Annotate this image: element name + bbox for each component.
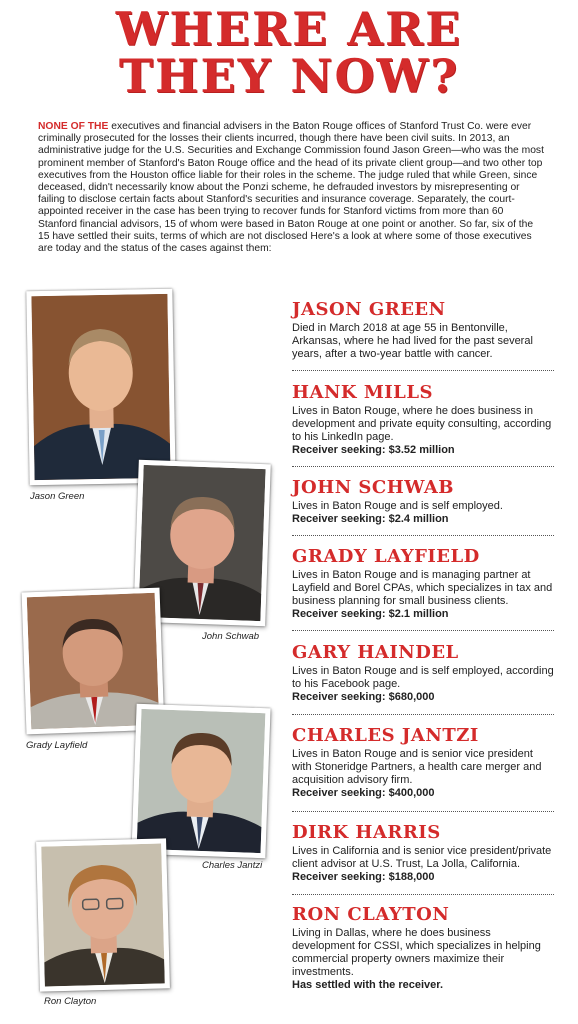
portrait-charles-jantzi bbox=[137, 709, 266, 853]
photo-charles-jantzi bbox=[131, 704, 270, 859]
caption-ron-clayton: Ron Clayton bbox=[44, 996, 97, 1007]
profile-text: Lives in California and is senior vice president/private client advisor at U.S. Trust, La Jolla, California. bbox=[292, 845, 552, 870]
portrait-ron-clayton bbox=[41, 843, 165, 986]
profile-name: JOHN SCHWAB bbox=[292, 477, 454, 498]
caption-grady-layfield: Grady Layfield bbox=[26, 740, 88, 751]
profile-receiver: Receiver seeking: $2.4 million bbox=[292, 513, 449, 525]
profile-receiver: Receiver seeking: $680,000 bbox=[292, 691, 435, 703]
portrait-jason-green bbox=[31, 294, 170, 480]
divider bbox=[292, 535, 554, 536]
profile-name: HANK MILLS bbox=[292, 382, 433, 403]
profile-hank-mills bbox=[292, 383, 554, 457]
profile-name: DIRK HARRIS bbox=[292, 822, 441, 843]
intro-body: executives and financial advisers in the Baton Rouge offices of Stanford Trust Co. were ever criminally prosecuted for the losses their clients incurred, though there have been civil suits. In 2013, an administrative judge for the U.S. Securities and Exchange Commission found Jason Green—who was the most prominent member of Stanford's Baton Rouge office and the head of its private client group—and two other top executives from the Houston office liable for their roles in the scheme. The judge ruled that while Green, since deceased, didn't necessarily know about the Ponzi scheme, he defrauded investors by misrepresenting or failing to disclose certain facts about Stanford's securities and insurance coverage. Separately, the court-appointed receiver in the case has been trying to recover funds for Stanford victims from more than 60 Stanford financial advisors, 15 of whom were based in Baton Rouge at one point or another. So far, six of the 15 have settled their suits, terms of which are not disclosed Here's a look at where some of those executives are today and the status of the cases against them: bbox=[38, 121, 544, 255]
profile-text: Lives in Baton Rouge and is self employed. bbox=[292, 500, 503, 512]
profile-name: GARY HAINDEL bbox=[292, 642, 459, 663]
profile-name: GRADY LAYFIELD bbox=[292, 546, 480, 567]
profile-dirk-harris bbox=[292, 823, 554, 884]
profile-receiver: Has settled with the receiver. bbox=[292, 979, 444, 991]
divider bbox=[292, 714, 554, 715]
profile-name: JASON GREEN bbox=[292, 299, 446, 320]
profile-ron-clayton bbox=[292, 905, 554, 992]
divider bbox=[292, 894, 554, 895]
profile-text: Lives in Baton Rouge and is managing partner at Layfield and Borel CPAs, which specializes in tax and business planning for small business clients. bbox=[292, 569, 553, 607]
headline-line-1: WHERE ARE bbox=[115, 2, 463, 56]
photo-ron-clayton bbox=[36, 838, 170, 991]
profile-john-schwab bbox=[292, 478, 554, 526]
divider bbox=[292, 630, 554, 631]
divider bbox=[292, 811, 554, 812]
profile-jason-green bbox=[292, 300, 554, 361]
divider bbox=[292, 466, 554, 467]
caption-jason-green: Jason Green bbox=[30, 491, 85, 502]
headline-line-2: THEY NOW? bbox=[118, 49, 460, 103]
profile-gary-haindel bbox=[292, 643, 554, 704]
intro-lead: NONE OF THE bbox=[38, 121, 109, 132]
profile-text: Lives in Baton Rouge and is self employed, according to his Facebook page. bbox=[292, 665, 554, 690]
profile-text: Died in March 2018 at age 55 in Bentonville, Arkansas, where he had lived for the past several years, after a two-year battle with cancer. bbox=[292, 322, 533, 360]
page-headline bbox=[0, 2, 578, 103]
profile-receiver: Receiver seeking: $2.1 million bbox=[292, 608, 449, 620]
intro-paragraph bbox=[38, 121, 544, 255]
caption-john-schwab: John Schwab bbox=[202, 631, 260, 642]
profile-text: Lives in Baton Rouge, where he does business in development and private equity consulting, according to his LinkedIn page. bbox=[292, 405, 552, 443]
profile-text: Lives in Baton Rouge and is senior vice president with Stoneridge Partners, a health care merger and acquisition advisory firm. bbox=[292, 748, 542, 786]
profile-text: Living in Dallas, where he does business development for CSSI, which specializes in helping commercial property owners maximize their investments. bbox=[292, 927, 541, 978]
caption-charles-jantzi: Charles Jantzi bbox=[202, 860, 263, 871]
profile-receiver: Receiver seeking: $3.52 million bbox=[292, 444, 455, 456]
profile-name: RON CLAYTON bbox=[292, 904, 450, 925]
profile-grady-layfield bbox=[292, 547, 554, 621]
profile-receiver: Receiver seeking: $188,000 bbox=[292, 871, 435, 883]
divider bbox=[292, 370, 554, 371]
profile-name: CHARLES JANTZI bbox=[292, 725, 479, 746]
photo-jason-green bbox=[26, 289, 175, 486]
profile-charles-jantzi bbox=[292, 726, 554, 800]
profile-receiver: Receiver seeking: $400,000 bbox=[292, 787, 435, 799]
